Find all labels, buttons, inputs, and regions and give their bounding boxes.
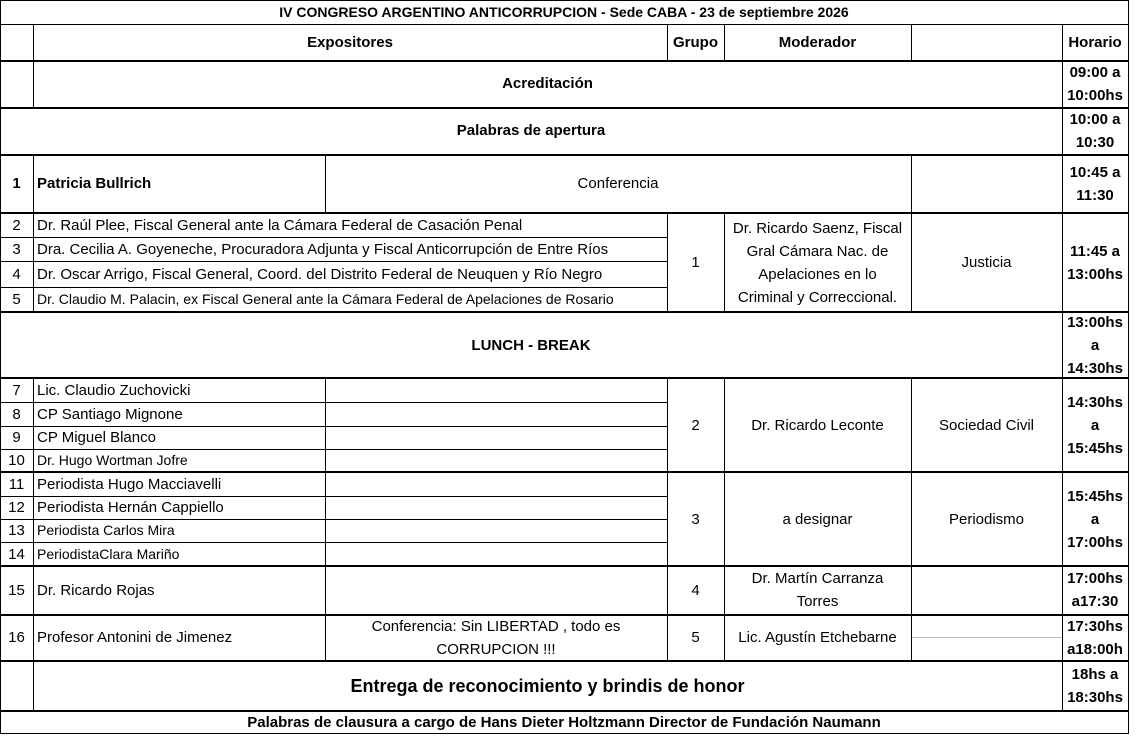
speaker-name: Dr. Claudio M. Palacin, ex Fiscal General ante la Cámara Federal de Apelaciones de Rosario (37, 291, 614, 307)
speaker-name: Dr. Ricardo Rojas (37, 581, 155, 599)
group3-time (1062, 472, 1128, 566)
conferencia1-time (1062, 154, 1128, 213)
conferencia-line: Conferencia: Sin LIBERTAD , todo es (371, 617, 621, 635)
moderador-cell (724, 213, 911, 312)
row-number: 4 (12, 265, 21, 283)
moderador-line: Criminal y Correccional. (737, 288, 898, 306)
time-end: 15:45hs (1067, 439, 1123, 457)
moderador-cell: a designar (782, 510, 853, 528)
apertura-time (1062, 107, 1128, 154)
speaker-name: PeriodistaClara Mariño (37, 545, 180, 562)
grid-line (0, 24, 1128, 25)
grid-line (0, 377, 1128, 379)
grid-line (0, 542, 667, 543)
time-end: 11:30 (1076, 186, 1114, 204)
grupo-number: 1 (691, 254, 700, 271)
grid-line (0, 107, 1128, 109)
time-end: 14:30hs (1067, 359, 1123, 377)
row-number: 3 (12, 240, 21, 258)
acreditacion-time (1062, 60, 1128, 107)
grid-line (911, 637, 1062, 638)
speaker-name: Profesor Antonini de Jimenez (37, 629, 233, 646)
time-end: 10:00hs (1067, 86, 1123, 104)
grid-line (0, 660, 1128, 662)
row-number: 13 (8, 522, 25, 539)
time-end: a17:30 (1071, 593, 1119, 610)
tema-cell: Periodismo (948, 510, 1025, 528)
grid-line (724, 212, 725, 312)
grid-line (0, 426, 667, 427)
grid-line (0, 212, 1128, 214)
entrega-label: Entrega de reconocimiento y brindis de honor (350, 675, 745, 696)
grid-line (724, 24, 725, 61)
grid-line (911, 154, 912, 312)
moderador-line: Dr. Ricardo Saenz, Fiscal (732, 219, 903, 237)
grupo-number: 5 (691, 629, 700, 646)
moderador-cell: Dr. Ricardo Leconte (751, 416, 884, 434)
row-number: 12 (8, 499, 25, 516)
grid-line (0, 0, 1, 734)
group4-time (1062, 566, 1128, 614)
speaker-name: Lic. Claudio Zuchovicki (37, 381, 191, 399)
row-number: 5 (12, 291, 21, 308)
speaker-name: CP Santiago Mignone (37, 405, 183, 423)
time-end: 10:30 (1075, 133, 1115, 151)
time-start: 18hs a (1071, 666, 1119, 683)
time-start: 09:00 a (1069, 63, 1121, 81)
moderador-line: Torres (796, 593, 839, 610)
grid-line (0, 496, 667, 497)
grupo-number: 3 (691, 510, 700, 528)
grid-line (0, 519, 667, 520)
time-start: 11:45 a (1069, 242, 1121, 260)
tema-cell: Sociedad Civil (938, 416, 1035, 434)
grid-line (0, 154, 1128, 156)
row-number: 14 (8, 545, 25, 563)
group2-time (1062, 378, 1128, 472)
moderador-cell: Lic. Agustín Etchebarne (738, 629, 897, 646)
moderador-line: Dr. Martín Carranza (751, 570, 884, 587)
speaker-name: Dra. Cecilia A. Goyeneche, Procuradora Adjunta y Fiscal Anticorrupción de Entre Ríos (37, 240, 609, 258)
grid-line (0, 733, 1129, 734)
row-number: 15 (8, 581, 25, 599)
tema-cell: Justicia (961, 254, 1012, 271)
grid-line (0, 261, 667, 262)
apertura-label: Palabras de apertura (456, 122, 606, 139)
time-end: 18:30hs (1067, 689, 1123, 706)
grid-line (325, 154, 326, 213)
grid-line (1062, 24, 1063, 711)
time-start: 17:00hs (1067, 570, 1123, 587)
grid-line (724, 377, 725, 661)
grid-line (0, 449, 667, 450)
header-grupo: Grupo (673, 33, 718, 51)
grupo-number: 4 (691, 581, 700, 599)
entrega-time (1062, 661, 1128, 711)
header-horario: Horario (1068, 33, 1122, 51)
time-start: 13:00hs (1067, 313, 1123, 331)
grid-line (667, 24, 668, 61)
grid-line (0, 60, 1128, 62)
speaker-name: Dr. Raúl Plee, Fiscal General ante la Cámara Federal de Casación Penal (37, 216, 523, 234)
moderador-line: Gral Cámara Nac. de (746, 242, 889, 260)
time-start: 17:30hs (1067, 617, 1123, 635)
time-end: 17:00hs (1067, 533, 1123, 551)
moderador-cell (724, 566, 911, 614)
header-expositores: Expositores (307, 33, 393, 51)
time-end: 13:00hs (1067, 265, 1123, 283)
row-number: 10 (8, 452, 25, 469)
time-start: 15:45hs (1067, 487, 1123, 505)
grid-line (0, 471, 1128, 473)
conferencia-cell (325, 614, 667, 661)
row-number: 9 (12, 429, 21, 446)
grid-line (0, 565, 1128, 567)
speaker-name: Periodista Carlos Mira (37, 522, 175, 538)
grupo-number: 2 (691, 416, 700, 434)
time-start: 10:45 a (1069, 163, 1121, 181)
speaker-name: CP Miguel Blanco (37, 429, 156, 446)
session-type: Conferencia (577, 175, 659, 192)
row-number: 16 (8, 629, 25, 646)
grid-line (325, 377, 326, 661)
acreditacion-label: Acreditación (502, 75, 593, 92)
time-sep: a (1090, 510, 1100, 528)
row-number: 11 (8, 475, 25, 493)
page-title: IV CONGRESO ARGENTINO ANTICORRUPCION - Sede CABA - 23 de septiembre 2026 (279, 3, 849, 20)
moderador-line: Apelaciones en lo (758, 265, 877, 283)
speaker-name: Dr. Oscar Arrigo, Fiscal General, Coord. del Distrito Federal de Neuquen y Río Negro (37, 265, 603, 283)
time-sep: a (1090, 416, 1100, 434)
time-start: 10:00 a (1069, 110, 1121, 128)
grid-line (667, 212, 668, 312)
clausura-label: Palabras de clausura a cargo de Hans Dieter Holtzmann Director de Fundación Naumann (247, 713, 881, 731)
grid-line (0, 237, 667, 238)
grid-line (33, 377, 34, 711)
group5-time (1062, 614, 1128, 661)
row-number: 1 (12, 175, 21, 192)
grid-line (1128, 0, 1129, 734)
lunch-label: LUNCH - BREAK (471, 336, 591, 354)
time-start: 14:30hs (1067, 393, 1123, 411)
header-moderador: Moderador (778, 33, 857, 51)
row-number: 7 (12, 381, 21, 399)
grid-line (33, 24, 34, 108)
speaker-name: Periodista Hugo Macciavelli (37, 475, 222, 493)
lunch-time (1062, 312, 1128, 378)
group1-time (1062, 213, 1128, 312)
speaker-name: Patricia Bullrich (37, 175, 152, 192)
time-end: a18:00h (1067, 640, 1123, 658)
speaker-name: Periodista Hernán Cappiello (37, 499, 224, 516)
grid-line (911, 377, 912, 661)
grid-line (0, 710, 1128, 712)
grid-line (33, 154, 34, 312)
row-number: 8 (12, 405, 21, 423)
grid-line (0, 311, 1128, 313)
time-sep: a (1090, 336, 1100, 354)
grid-line (667, 377, 668, 661)
grid-line (0, 614, 1128, 616)
grid-line (911, 24, 912, 61)
grid-line (0, 287, 667, 288)
grid-line (0, 0, 1128, 1)
conferencia-line: CORRUPCION !!! (436, 640, 556, 658)
row-number: 2 (12, 216, 21, 234)
speaker-name: Dr. Hugo Wortman Jofre (37, 452, 188, 468)
grid-line (0, 402, 667, 403)
